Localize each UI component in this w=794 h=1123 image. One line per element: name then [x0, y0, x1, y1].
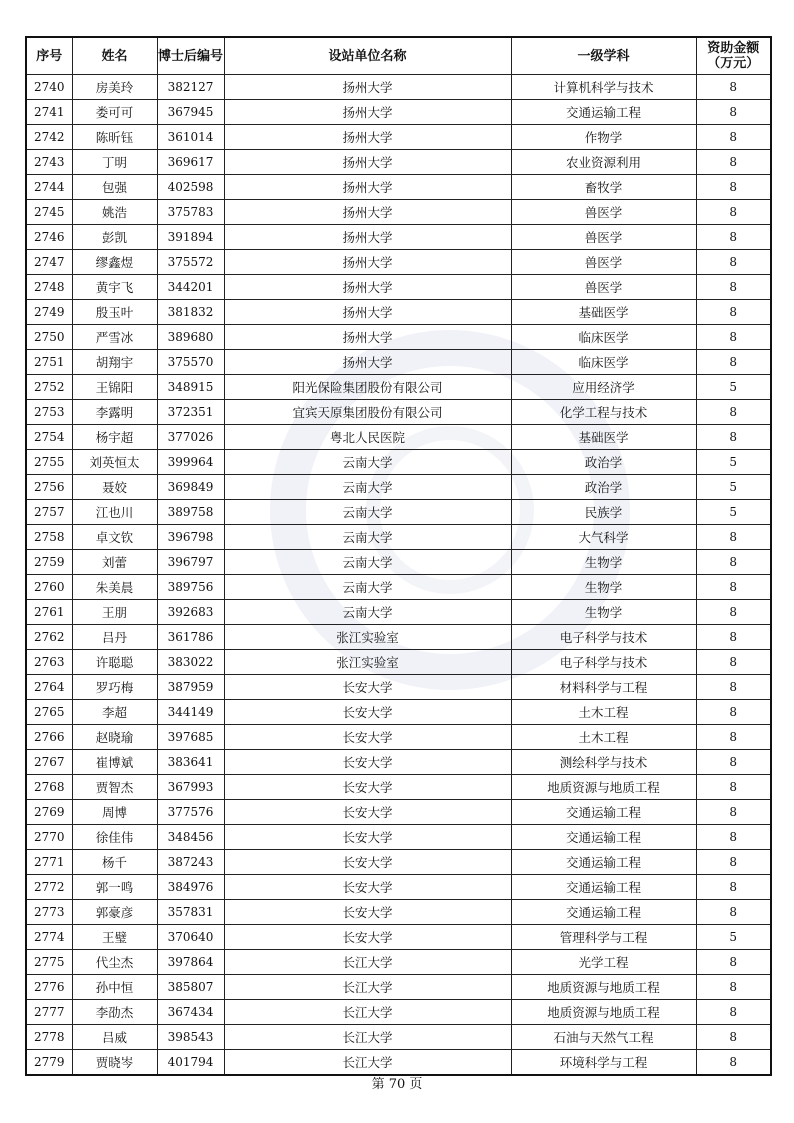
cell-seq: 2764 — [26, 675, 72, 700]
cell-seq: 2774 — [26, 925, 72, 950]
cell-seq: 2760 — [26, 575, 72, 600]
cell-postdoc-no: 389756 — [157, 575, 224, 600]
cell-name: 姚浩 — [72, 200, 157, 225]
cell-discipline: 管理科学与工程 — [511, 925, 696, 950]
cell-postdoc-no: 398543 — [157, 1025, 224, 1050]
cell-name: 郭豪彦 — [72, 900, 157, 925]
cell-discipline: 生物学 — [511, 550, 696, 575]
cell-amount: 8 — [696, 850, 771, 875]
cell-institution: 扬州大学 — [224, 175, 511, 200]
table-row — [26, 1000, 771, 1025]
cell-institution: 扬州大学 — [224, 100, 511, 125]
cell-seq: 2768 — [26, 775, 72, 800]
table-row — [26, 650, 771, 675]
table-row — [26, 500, 771, 525]
cell-postdoc-no: 381832 — [157, 300, 224, 325]
cell-name: 李超 — [72, 700, 157, 725]
cell-name: 赵晓瑜 — [72, 725, 157, 750]
cell-seq: 2744 — [26, 175, 72, 200]
table-row — [26, 475, 771, 500]
cell-discipline: 光学工程 — [511, 950, 696, 975]
cell-amount: 8 — [696, 150, 771, 175]
cell-institution: 长安大学 — [224, 675, 511, 700]
cell-postdoc-no: 369849 — [157, 475, 224, 500]
cell-discipline: 交通运输工程 — [511, 825, 696, 850]
cell-institution: 云南大学 — [224, 525, 511, 550]
cell-discipline: 民族学 — [511, 500, 696, 525]
table-row — [26, 375, 771, 400]
table-row — [26, 125, 771, 150]
cell-institution: 张江实验室 — [224, 625, 511, 650]
cell-institution: 长安大学 — [224, 850, 511, 875]
cell-discipline: 临床医学 — [511, 325, 696, 350]
cell-discipline: 基础医学 — [511, 425, 696, 450]
cell-seq: 2757 — [26, 500, 72, 525]
cell-postdoc-no: 357831 — [157, 900, 224, 925]
cell-institution: 长安大学 — [224, 725, 511, 750]
header-seq: 序号 — [26, 37, 72, 75]
cell-seq: 2746 — [26, 225, 72, 250]
table-row — [26, 175, 771, 200]
table-row — [26, 900, 771, 925]
cell-amount: 8 — [696, 300, 771, 325]
cell-institution: 扬州大学 — [224, 325, 511, 350]
cell-amount: 8 — [696, 275, 771, 300]
cell-amount: 8 — [696, 700, 771, 725]
cell-name: 包强 — [72, 175, 157, 200]
table-row — [26, 825, 771, 850]
cell-name: 郭一鸣 — [72, 875, 157, 900]
cell-seq: 2756 — [26, 475, 72, 500]
cell-seq: 2750 — [26, 325, 72, 350]
cell-amount: 8 — [696, 1050, 771, 1076]
cell-institution: 长安大学 — [224, 875, 511, 900]
cell-name: 江也川 — [72, 500, 157, 525]
cell-seq: 2779 — [26, 1050, 72, 1076]
cell-discipline: 兽医学 — [511, 250, 696, 275]
cell-postdoc-no: 375570 — [157, 350, 224, 375]
cell-name: 王锦阳 — [72, 375, 157, 400]
cell-amount: 8 — [696, 675, 771, 700]
cell-seq: 2754 — [26, 425, 72, 450]
table-row — [26, 925, 771, 950]
cell-amount: 8 — [696, 1025, 771, 1050]
cell-institution: 长安大学 — [224, 900, 511, 925]
cell-postdoc-no: 392683 — [157, 600, 224, 625]
table-row — [26, 950, 771, 975]
cell-amount: 8 — [696, 350, 771, 375]
cell-postdoc-no: 344149 — [157, 700, 224, 725]
cell-name: 王朋 — [72, 600, 157, 625]
table-header — [26, 37, 771, 75]
cell-institution: 云南大学 — [224, 450, 511, 475]
cell-name: 徐佳伟 — [72, 825, 157, 850]
cell-name: 吕丹 — [72, 625, 157, 650]
cell-discipline: 政治学 — [511, 450, 696, 475]
cell-name: 娄可可 — [72, 100, 157, 125]
cell-discipline: 土木工程 — [511, 725, 696, 750]
cell-discipline: 地质资源与地质工程 — [511, 775, 696, 800]
cell-discipline: 生物学 — [511, 575, 696, 600]
cell-discipline: 材料科学与工程 — [511, 675, 696, 700]
cell-discipline: 地质资源与地质工程 — [511, 975, 696, 1000]
cell-discipline: 兽医学 — [511, 225, 696, 250]
cell-postdoc-no: 389758 — [157, 500, 224, 525]
cell-discipline: 电子科学与技术 — [511, 650, 696, 675]
cell-postdoc-no: 387959 — [157, 675, 224, 700]
cell-seq: 2747 — [26, 250, 72, 275]
header-discipline: 一级学科 — [511, 37, 696, 75]
cell-postdoc-no: 367945 — [157, 100, 224, 125]
cell-name: 王璧 — [72, 925, 157, 950]
cell-seq: 2748 — [26, 275, 72, 300]
table-row — [26, 675, 771, 700]
cell-discipline: 地质资源与地质工程 — [511, 1000, 696, 1025]
cell-amount: 8 — [696, 100, 771, 125]
cell-seq: 2778 — [26, 1025, 72, 1050]
table-row — [26, 1050, 771, 1076]
cell-postdoc-no: 389680 — [157, 325, 224, 350]
cell-seq: 2765 — [26, 700, 72, 725]
cell-seq: 2766 — [26, 725, 72, 750]
cell-institution: 扬州大学 — [224, 275, 511, 300]
cell-institution: 长江大学 — [224, 1025, 511, 1050]
cell-name: 崔博斌 — [72, 750, 157, 775]
cell-institution: 长江大学 — [224, 950, 511, 975]
cell-institution: 长安大学 — [224, 775, 511, 800]
cell-amount: 8 — [696, 175, 771, 200]
cell-discipline: 测绘科学与技术 — [511, 750, 696, 775]
cell-postdoc-no: 375783 — [157, 200, 224, 225]
cell-discipline: 交通运输工程 — [511, 800, 696, 825]
cell-seq: 2771 — [26, 850, 72, 875]
cell-institution: 扬州大学 — [224, 200, 511, 225]
cell-postdoc-no: 348915 — [157, 375, 224, 400]
page-number: 第 70 页 — [371, 1077, 423, 1092]
cell-name: 李劭杰 — [72, 1000, 157, 1025]
table-row — [26, 800, 771, 825]
cell-postdoc-no: 385807 — [157, 975, 224, 1000]
cell-amount: 5 — [696, 925, 771, 950]
cell-postdoc-no: 396798 — [157, 525, 224, 550]
cell-discipline: 交通运输工程 — [511, 850, 696, 875]
cell-postdoc-no: 397864 — [157, 950, 224, 975]
cell-discipline: 环境科学与工程 — [511, 1050, 696, 1076]
cell-amount: 8 — [696, 625, 771, 650]
cell-institution: 宜宾天原集团股份有限公司 — [224, 400, 511, 425]
cell-institution: 长安大学 — [224, 700, 511, 725]
table-row — [26, 775, 771, 800]
table-row — [26, 450, 771, 475]
table-row — [26, 550, 771, 575]
cell-discipline: 基础医学 — [511, 300, 696, 325]
cell-postdoc-no: 367993 — [157, 775, 224, 800]
cell-amount: 8 — [696, 650, 771, 675]
cell-discipline: 兽医学 — [511, 200, 696, 225]
cell-amount: 8 — [696, 525, 771, 550]
cell-name: 刘英恒太 — [72, 450, 157, 475]
table-row — [26, 625, 771, 650]
cell-discipline: 电子科学与技术 — [511, 625, 696, 650]
table-row — [26, 275, 771, 300]
cell-discipline: 交通运输工程 — [511, 100, 696, 125]
cell-institution: 阳光保险集团股份有限公司 — [224, 375, 511, 400]
cell-postdoc-no: 387243 — [157, 850, 224, 875]
cell-name: 刘蕾 — [72, 550, 157, 575]
cell-name: 罗巧梅 — [72, 675, 157, 700]
cell-institution: 扬州大学 — [224, 225, 511, 250]
cell-name: 聂姣 — [72, 475, 157, 500]
cell-amount: 8 — [696, 125, 771, 150]
cell-name: 丁明 — [72, 150, 157, 175]
table-row — [26, 200, 771, 225]
table-row — [26, 250, 771, 275]
cell-institution: 长江大学 — [224, 1050, 511, 1076]
table-row — [26, 425, 771, 450]
cell-institution: 张江实验室 — [224, 650, 511, 675]
cell-seq: 2749 — [26, 300, 72, 325]
cell-seq: 2772 — [26, 875, 72, 900]
cell-amount: 5 — [696, 500, 771, 525]
table-row — [26, 1025, 771, 1050]
table-row — [26, 350, 771, 375]
cell-institution: 云南大学 — [224, 475, 511, 500]
cell-postdoc-no: 369617 — [157, 150, 224, 175]
cell-institution: 长安大学 — [224, 825, 511, 850]
cell-discipline: 大气科学 — [511, 525, 696, 550]
cell-amount: 8 — [696, 875, 771, 900]
header-name: 姓名 — [72, 37, 157, 75]
table-row — [26, 400, 771, 425]
cell-seq: 2753 — [26, 400, 72, 425]
cell-institution: 扬州大学 — [224, 350, 511, 375]
cell-amount: 8 — [696, 325, 771, 350]
cell-seq: 2775 — [26, 950, 72, 975]
cell-discipline: 兽医学 — [511, 275, 696, 300]
cell-postdoc-no: 377576 — [157, 800, 224, 825]
table-row — [26, 600, 771, 625]
cell-institution: 扬州大学 — [224, 250, 511, 275]
cell-seq: 2751 — [26, 350, 72, 375]
cell-name: 陈昕钰 — [72, 125, 157, 150]
cell-institution: 扬州大学 — [224, 150, 511, 175]
cell-institution: 长江大学 — [224, 1000, 511, 1025]
cell-amount: 8 — [696, 225, 771, 250]
cell-name: 代尘杰 — [72, 950, 157, 975]
cell-seq: 2758 — [26, 525, 72, 550]
cell-postdoc-no: 384976 — [157, 875, 224, 900]
table-row — [26, 150, 771, 175]
table-row — [26, 850, 771, 875]
cell-institution: 云南大学 — [224, 600, 511, 625]
cell-postdoc-no: 397685 — [157, 725, 224, 750]
cell-postdoc-no: 370640 — [157, 925, 224, 950]
cell-seq: 2745 — [26, 200, 72, 225]
cell-postdoc-no: 377026 — [157, 425, 224, 450]
cell-name: 周博 — [72, 800, 157, 825]
cell-postdoc-no: 367434 — [157, 1000, 224, 1025]
cell-postdoc-no: 372351 — [157, 400, 224, 425]
cell-institution: 云南大学 — [224, 500, 511, 525]
cell-amount: 8 — [696, 400, 771, 425]
cell-name: 杨千 — [72, 850, 157, 875]
cell-discipline: 化学工程与技术 — [511, 400, 696, 425]
cell-postdoc-no: 348456 — [157, 825, 224, 850]
cell-seq: 2741 — [26, 100, 72, 125]
cell-name: 胡翔宇 — [72, 350, 157, 375]
cell-discipline: 计算机科学与技术 — [511, 75, 696, 100]
cell-seq: 2740 — [26, 75, 72, 100]
cell-amount: 8 — [696, 775, 771, 800]
cell-seq: 2759 — [26, 550, 72, 575]
cell-seq: 2770 — [26, 825, 72, 850]
cell-name: 黄宇飞 — [72, 275, 157, 300]
cell-postdoc-no: 383022 — [157, 650, 224, 675]
cell-seq: 2773 — [26, 900, 72, 925]
cell-amount: 8 — [696, 750, 771, 775]
cell-name: 严雪冰 — [72, 325, 157, 350]
cell-name: 朱美晨 — [72, 575, 157, 600]
cell-postdoc-no: 402598 — [157, 175, 224, 200]
cell-discipline: 石油与天然气工程 — [511, 1025, 696, 1050]
cell-name: 贾晓岑 — [72, 1050, 157, 1076]
cell-seq: 2777 — [26, 1000, 72, 1025]
cell-name: 杨宇超 — [72, 425, 157, 450]
cell-name: 殷玉叶 — [72, 300, 157, 325]
cell-postdoc-no: 391894 — [157, 225, 224, 250]
cell-name: 许聪聪 — [72, 650, 157, 675]
cell-name: 吕威 — [72, 1025, 157, 1050]
cell-institution: 长江大学 — [224, 975, 511, 1000]
cell-institution: 长安大学 — [224, 800, 511, 825]
cell-name: 缪鑫煜 — [72, 250, 157, 275]
table-row — [26, 875, 771, 900]
cell-postdoc-no: 401794 — [157, 1050, 224, 1076]
cell-discipline: 畜牧学 — [511, 175, 696, 200]
cell-amount: 5 — [696, 450, 771, 475]
table-row — [26, 700, 771, 725]
cell-postdoc-no: 399964 — [157, 450, 224, 475]
cell-name: 房美玲 — [72, 75, 157, 100]
cell-institution: 长安大学 — [224, 750, 511, 775]
cell-postdoc-no: 396797 — [157, 550, 224, 575]
cell-postdoc-no: 344201 — [157, 275, 224, 300]
table-row — [26, 975, 771, 1000]
cell-institution: 云南大学 — [224, 575, 511, 600]
cell-amount: 8 — [696, 800, 771, 825]
cell-amount: 8 — [696, 575, 771, 600]
cell-name: 彭凯 — [72, 225, 157, 250]
table-row — [26, 75, 771, 100]
cell-amount: 5 — [696, 475, 771, 500]
cell-amount: 8 — [696, 75, 771, 100]
table-body — [26, 75, 771, 1076]
table-row — [26, 575, 771, 600]
header-amount: 资助金额（万元） — [696, 37, 771, 75]
cell-name: 李露明 — [72, 400, 157, 425]
cell-seq: 2761 — [26, 600, 72, 625]
cell-seq: 2743 — [26, 150, 72, 175]
cell-seq: 2755 — [26, 450, 72, 475]
cell-amount: 8 — [696, 250, 771, 275]
cell-name: 贾智杰 — [72, 775, 157, 800]
cell-postdoc-no: 361014 — [157, 125, 224, 150]
cell-discipline: 交通运输工程 — [511, 900, 696, 925]
cell-postdoc-no: 375572 — [157, 250, 224, 275]
cell-seq: 2742 — [26, 125, 72, 150]
funding-roster-table — [25, 36, 772, 1076]
cell-discipline: 临床医学 — [511, 350, 696, 375]
cell-institution: 云南大学 — [224, 550, 511, 575]
table-row — [26, 725, 771, 750]
table-row — [26, 300, 771, 325]
cell-seq: 2767 — [26, 750, 72, 775]
table-row — [26, 225, 771, 250]
cell-amount: 8 — [696, 600, 771, 625]
cell-amount: 8 — [696, 950, 771, 975]
cell-name: 卓文钦 — [72, 525, 157, 550]
cell-amount: 8 — [696, 975, 771, 1000]
cell-name: 孙中恒 — [72, 975, 157, 1000]
cell-seq: 2776 — [26, 975, 72, 1000]
cell-amount: 8 — [696, 1000, 771, 1025]
cell-institution: 扬州大学 — [224, 125, 511, 150]
cell-seq: 2752 — [26, 375, 72, 400]
cell-discipline: 作物学 — [511, 125, 696, 150]
cell-discipline: 生物学 — [511, 600, 696, 625]
cell-seq: 2762 — [26, 625, 72, 650]
cell-discipline: 应用经济学 — [511, 375, 696, 400]
table-row — [26, 100, 771, 125]
cell-institution: 粤北人民医院 — [224, 425, 511, 450]
cell-discipline: 土木工程 — [511, 700, 696, 725]
cell-amount: 8 — [696, 825, 771, 850]
cell-seq: 2763 — [26, 650, 72, 675]
cell-institution: 长安大学 — [224, 925, 511, 950]
table-row — [26, 325, 771, 350]
cell-postdoc-no: 361786 — [157, 625, 224, 650]
cell-seq: 2769 — [26, 800, 72, 825]
cell-amount: 8 — [696, 900, 771, 925]
cell-amount: 8 — [696, 725, 771, 750]
cell-amount: 8 — [696, 550, 771, 575]
cell-amount: 8 — [696, 200, 771, 225]
table-row — [26, 750, 771, 775]
cell-institution: 扬州大学 — [224, 300, 511, 325]
header-institution: 设站单位名称 — [224, 37, 511, 75]
table-row — [26, 525, 771, 550]
cell-institution: 扬州大学 — [224, 75, 511, 100]
cell-discipline: 政治学 — [511, 475, 696, 500]
cell-discipline: 农业资源利用 — [511, 150, 696, 175]
cell-discipline: 交通运输工程 — [511, 875, 696, 900]
header-postdoc-no: 博士后编号 — [157, 37, 224, 75]
cell-postdoc-no: 382127 — [157, 75, 224, 100]
cell-postdoc-no: 383641 — [157, 750, 224, 775]
cell-amount: 5 — [696, 375, 771, 400]
cell-amount: 8 — [696, 425, 771, 450]
